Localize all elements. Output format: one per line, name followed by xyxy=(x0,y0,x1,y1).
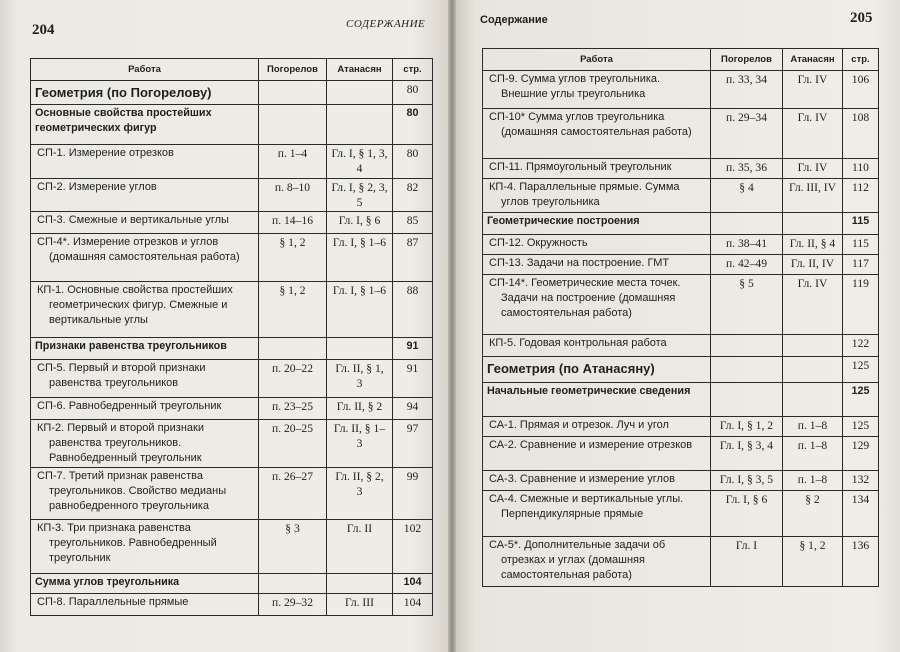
cell-page: 99 xyxy=(393,468,433,520)
cell-work: СП-8. Параллельные прямые xyxy=(31,594,259,616)
cell-work: СП-13. Задачи на построение. ГМТ xyxy=(483,255,711,275)
table-row xyxy=(483,255,879,275)
cell-work: СП-10* Сумма углов треугольника (домашняя самостоятельная работа) xyxy=(483,109,711,159)
cell-atanasyan: Гл. II, § 4 xyxy=(783,235,843,255)
cell-atanasyan: Гл. IV xyxy=(783,109,843,159)
cell-page: 125 xyxy=(843,417,879,437)
cell-atanasyan: Гл. II, § 1, 3 xyxy=(327,360,393,398)
cell-work: СП-9. Сумма углов треугольника. Внешние углы треугольника xyxy=(483,71,711,109)
cell-page: 108 xyxy=(843,109,879,159)
cell-atanasyan: Гл. II, § 1–3 xyxy=(327,420,393,468)
cell-page: 132 xyxy=(843,471,879,491)
cell-work: СП-11. Прямоугольный треугольник xyxy=(483,159,711,179)
cell-page: 115 xyxy=(843,235,879,255)
cell-atanasyan: Гл. I, § 1–6 xyxy=(327,234,393,282)
cell-page: 110 xyxy=(843,159,879,179)
cell-atanasyan: Гл. I, § 2, 3, 5 xyxy=(327,179,393,212)
cell-atanasyan: Гл. II, § 2, 3 xyxy=(327,468,393,520)
cell-page: 85 xyxy=(393,212,433,234)
cell-atanasyan xyxy=(783,357,843,383)
cell-atanasyan: Гл. I, § 1, 3, 4 xyxy=(327,145,393,179)
cell-page: 112 xyxy=(843,179,879,213)
cell-page: 97 xyxy=(393,420,433,468)
cell-pogorelov: Гл. I, § 3, 5 xyxy=(711,471,783,491)
cell-pogorelov: п. 23–25 xyxy=(259,398,327,420)
cell-page: 125 xyxy=(843,357,879,383)
cell-pogorelov: п. 8–10 xyxy=(259,179,327,212)
cell-page: 80 xyxy=(393,145,433,179)
cell-pogorelov: п. 29–34 xyxy=(711,109,783,159)
cell-atanasyan: Гл. II xyxy=(327,520,393,574)
cell-work: Сумма углов треугольника xyxy=(31,574,259,594)
table-row xyxy=(31,81,433,105)
table-row xyxy=(483,213,879,235)
cell-page: 129 xyxy=(843,437,879,471)
cell-pogorelov: § 1, 2 xyxy=(259,282,327,338)
cell-pogorelov: п. 20–25 xyxy=(259,420,327,468)
cell-page: 80 xyxy=(393,105,433,145)
table-row xyxy=(483,179,879,213)
cell-pogorelov xyxy=(259,105,327,145)
cell-pogorelov: Гл. I, § 3, 4 xyxy=(711,437,783,471)
table-row xyxy=(483,491,879,537)
cell-page: 106 xyxy=(843,71,879,109)
table-row xyxy=(31,179,433,212)
cell-pogorelov: § 3 xyxy=(259,520,327,574)
cell-work: СП-12. Окружность xyxy=(483,235,711,255)
table-row xyxy=(31,234,433,282)
cell-work: КП-3. Три признака равенства треугольников. Равнобедренный треугольник xyxy=(31,520,259,574)
cell-work: СА-5*. Дополнительные задачи об отрезках и углах (домашняя самостоятельная работа) xyxy=(483,537,711,587)
cell-pogorelov xyxy=(259,81,327,105)
cell-page: 91 xyxy=(393,360,433,398)
cell-atanasyan: Гл. IV xyxy=(783,71,843,109)
table-row xyxy=(483,235,879,255)
cell-atanasyan xyxy=(783,383,843,417)
cell-page: 104 xyxy=(393,594,433,616)
cell-pogorelov: п. 20–22 xyxy=(259,360,327,398)
page-number: 204 xyxy=(32,22,55,38)
cell-pogorelov xyxy=(711,213,783,235)
cell-atanasyan: § 1, 2 xyxy=(783,537,843,587)
cell-work: СП-6. Равнобедренный треугольник xyxy=(31,398,259,420)
table-row xyxy=(483,275,879,335)
cell-pogorelov: § 4 xyxy=(711,179,783,213)
col-header-page: стр. xyxy=(843,49,879,71)
cell-pogorelov xyxy=(711,335,783,357)
cell-atanasyan: Гл. III xyxy=(327,594,393,616)
table-row xyxy=(483,383,879,417)
cell-work: СП-5. Первый и второй признаки равенства треугольников xyxy=(31,360,259,398)
book-spine xyxy=(448,0,456,652)
table-row xyxy=(483,357,879,383)
cell-work: Признаки равенства треугольников xyxy=(31,338,259,360)
cell-atanasyan xyxy=(783,335,843,357)
col-header-work: Работа xyxy=(31,59,259,81)
cell-work: СП-14*. Геометрические места точек. Задачи на построение (домашняя самостоятельная работа) xyxy=(483,275,711,335)
table-row xyxy=(31,468,433,520)
cell-pogorelov xyxy=(711,383,783,417)
right-page xyxy=(452,0,900,652)
cell-atanasyan xyxy=(327,574,393,594)
col-header-atanasyan: Атанасян xyxy=(327,59,393,81)
cell-atanasyan xyxy=(327,338,393,360)
cell-pogorelov xyxy=(711,357,783,383)
cell-pogorelov: п. 42–49 xyxy=(711,255,783,275)
table-row xyxy=(483,471,879,491)
cell-atanasyan xyxy=(327,81,393,105)
cell-atanasyan: Гл. IV xyxy=(783,275,843,335)
table-row xyxy=(31,420,433,468)
cell-page: 136 xyxy=(843,537,879,587)
cell-pogorelov: п. 35, 36 xyxy=(711,159,783,179)
cell-page: 104 xyxy=(393,574,433,594)
contents-table xyxy=(30,58,433,616)
cell-atanasyan: Гл. I, § 6 xyxy=(327,212,393,234)
cell-atanasyan: п. 1–8 xyxy=(783,417,843,437)
cell-page: 117 xyxy=(843,255,879,275)
cell-pogorelov: п. 33, 34 xyxy=(711,71,783,109)
cell-page: 88 xyxy=(393,282,433,338)
cell-atanasyan: п. 1–8 xyxy=(783,471,843,491)
cell-page: 115 xyxy=(843,213,879,235)
cell-work: Начальные геометрические сведения xyxy=(483,383,711,417)
cell-page: 82 xyxy=(393,179,433,212)
cell-pogorelov xyxy=(259,574,327,594)
table-row xyxy=(31,145,433,179)
cell-work: Основные свойства простейших геометрических фигур xyxy=(31,105,259,145)
cell-pogorelov: п. 38–41 xyxy=(711,235,783,255)
col-header-work: Работа xyxy=(483,49,711,71)
running-head: СОДЕРЖАНИЕ xyxy=(346,18,426,30)
table-row xyxy=(31,282,433,338)
cell-atanasyan: Гл. II, § 2 xyxy=(327,398,393,420)
cell-work: Геометрия (по Атанасяну) xyxy=(483,357,711,383)
table-row xyxy=(483,437,879,471)
cell-page: 91 xyxy=(393,338,433,360)
table-row xyxy=(31,398,433,420)
table-row xyxy=(31,360,433,398)
cell-page: 94 xyxy=(393,398,433,420)
cell-page: 119 xyxy=(843,275,879,335)
running-head: Содержание xyxy=(480,14,548,26)
page-number: 205 xyxy=(850,10,873,26)
table-row xyxy=(31,574,433,594)
table-row xyxy=(483,537,879,587)
cell-page: 80 xyxy=(393,81,433,105)
cell-pogorelov: Гл. I xyxy=(711,537,783,587)
cell-work: Геометрия (по Погорелову) xyxy=(31,81,259,105)
table-row xyxy=(31,212,433,234)
cell-pogorelov: п. 1–4 xyxy=(259,145,327,179)
table-row xyxy=(483,71,879,109)
cell-atanasyan: § 2 xyxy=(783,491,843,537)
cell-page: 87 xyxy=(393,234,433,282)
cell-atanasyan: п. 1–8 xyxy=(783,437,843,471)
table-row xyxy=(31,520,433,574)
cell-pogorelov: п. 29–32 xyxy=(259,594,327,616)
cell-work: СА-2. Сравнение и измерение отрезков xyxy=(483,437,711,471)
cell-pogorelov: п. 26–27 xyxy=(259,468,327,520)
cell-work: СП-7. Третий признак равенства треугольников. Свойство медианы равнобедренного треугольника xyxy=(31,468,259,520)
cell-atanasyan: Гл. I, § 1–6 xyxy=(327,282,393,338)
cell-atanasyan xyxy=(327,105,393,145)
table-row xyxy=(483,159,879,179)
cell-work: КП-1. Основные свойства простейших геометрических фигур. Смежные и вертикальные углы xyxy=(31,282,259,338)
cell-work: Геометрические построения xyxy=(483,213,711,235)
cell-work: КП-5. Годовая контрольная работа xyxy=(483,335,711,357)
cell-work: СП-2. Измерение углов xyxy=(31,179,259,212)
cell-page: 134 xyxy=(843,491,879,537)
col-header-pogorelov: Погорелов xyxy=(259,59,327,81)
cell-pogorelov: § 1, 2 xyxy=(259,234,327,282)
contents-table xyxy=(482,48,879,587)
cell-pogorelov: Гл. I, § 1, 2 xyxy=(711,417,783,437)
cell-atanasyan: Гл. IV xyxy=(783,159,843,179)
cell-page: 102 xyxy=(393,520,433,574)
cell-atanasyan xyxy=(783,213,843,235)
cell-work: СП-1. Измерение отрезков xyxy=(31,145,259,179)
cell-pogorelov: Гл. I, § 6 xyxy=(711,491,783,537)
cell-pogorelov: § 5 xyxy=(711,275,783,335)
cell-atanasyan: Гл. III, IV xyxy=(783,179,843,213)
cell-work: СП-4*. Измерение отрезков и углов (домашняя самостоятельная работа) xyxy=(31,234,259,282)
table-row xyxy=(483,109,879,159)
table-row xyxy=(483,335,879,357)
cell-pogorelov xyxy=(259,338,327,360)
table-row xyxy=(483,417,879,437)
table-row xyxy=(31,105,433,145)
table-row xyxy=(31,338,433,360)
table-row xyxy=(31,594,433,616)
cell-work: КП-2. Первый и второй признаки равенства треугольников. Равнобедренный треугольник xyxy=(31,420,259,468)
cell-work: СА-4. Смежные и вертикальные углы. Перпендикулярные прямые xyxy=(483,491,711,537)
cell-work: КП-4. Параллельные прямые. Сумма углов треугольника xyxy=(483,179,711,213)
cell-page: 125 xyxy=(843,383,879,417)
cell-pogorelov: п. 14–16 xyxy=(259,212,327,234)
col-header-page: стр. xyxy=(393,59,433,81)
cell-work: СА-3. Сравнение и измерение углов xyxy=(483,471,711,491)
cell-work: СА-1. Прямая и отрезок. Луч и угол xyxy=(483,417,711,437)
col-header-pogorelov: Погорелов xyxy=(711,49,783,71)
cell-page: 122 xyxy=(843,335,879,357)
cell-work: СП-3. Смежные и вертикальные углы xyxy=(31,212,259,234)
cell-atanasyan: Гл. II, IV xyxy=(783,255,843,275)
col-header-atanasyan: Атанасян xyxy=(783,49,843,71)
